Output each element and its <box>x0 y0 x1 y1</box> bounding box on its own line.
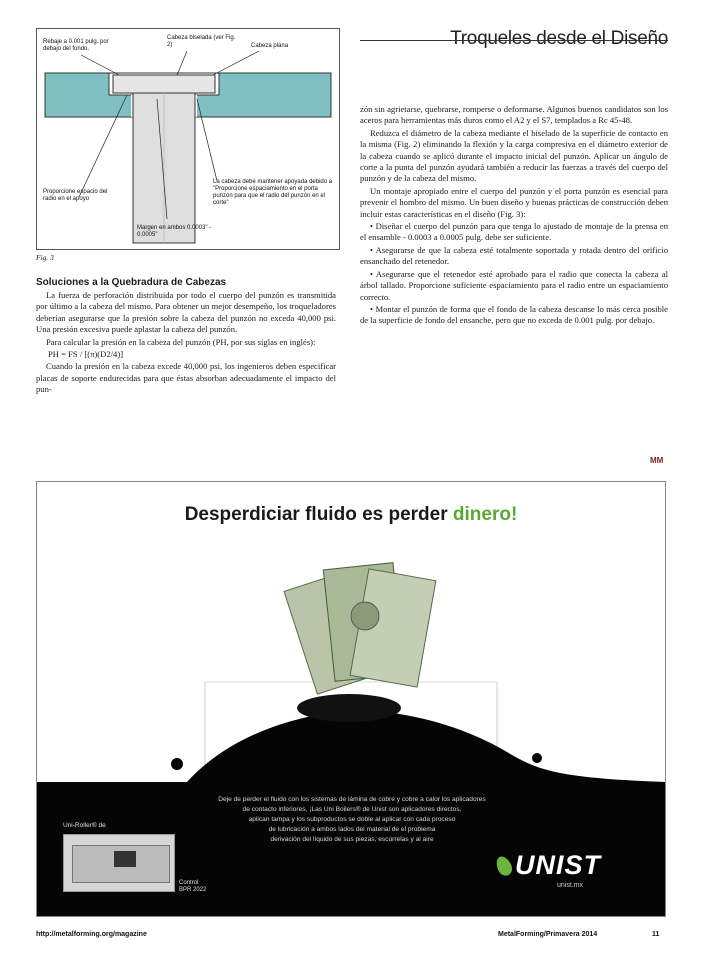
footer-url-link[interactable]: http://metalforming.org/magazine <box>36 931 147 938</box>
ad-body-text <box>157 795 547 845</box>
ad-body-line: aplican tampa y los subproductos se doble al aplicar con cada proceso <box>248 816 456 823</box>
figure-label-undercut: Rebaje a 0.001 pulg. por debajo del fondo. <box>43 39 109 52</box>
right-paragraph-2: Reduzca el diámetro de la cabeza mediante el biselado de la superficie de contacto en la misma (Fig. 2) eliminando la flexión y la carga compresiva en el diámetro exterior de la cabeza cuando se aplicó durante el impacto inicial del punzón. Aplicar un ángulo de corte a la punta del punzón ayudará también a reducir las fuerzas a través del cuerpo del punzón y de la cabeza del mismo. <box>360 127 668 184</box>
figure-label-head-support: La cabeza debe mantener apoyada debido a "Proporcione espaciamiento en el porta punzón para que el radio del punzón en el corte" <box>213 179 333 206</box>
bullet-3: • Asegurarse que el retenedor esté aprobado para el radio que conecta la cabeza al árbol tallado. Proporcione suficiente espaciamiento para el radio entre un espaciamiento correcto. <box>360 268 668 302</box>
banknote-icon <box>284 563 436 695</box>
ad-headline-main: Desperdiciar fluido es perder <box>184 504 448 525</box>
ad-headline-accent: dinero! <box>452 504 518 525</box>
unist-url-link[interactable]: unist.mx <box>557 882 584 889</box>
left-paragraph-3: Cuando la presión en la cabeza excede 40,000 psi, los ingenieros deben especificar placas de soporte endurecidas para que éstas absorban adecuadamente el impacto del pun- <box>36 361 336 395</box>
unist-advertisement[interactable] <box>36 481 666 917</box>
section-heading: Soluciones a la Quebradura de Cabezas <box>36 277 227 288</box>
bullet-1: • Diseñar el cuerpo del punzón para que tenga lo ajustado de montaje de la prensa en el ensamble - 0.0003 a 0.0005 pulg. debe ser suficiente. <box>360 221 668 243</box>
footer-publication: MetalForming/Primavera 2014 <box>498 931 598 938</box>
ad-body-line: derivación del líquido de sus piezas, escúrrelas y al aire <box>270 836 434 843</box>
figure-label-flat-head: Cabeza plana <box>251 43 289 49</box>
page-header-title: Troqueles desde el Diseño <box>450 28 668 49</box>
product-label: Uni-Roller® de <box>63 822 106 829</box>
punch-head <box>113 75 215 93</box>
figure-label-radius-clearance: Proporcione espacio del radio en el apoyo <box>43 189 108 202</box>
article-end-mark: MM <box>650 456 664 465</box>
punch-diagram-drawing <box>37 29 339 249</box>
bullet-2: • Asegurarse de que la cabeza esté totalmente soportada y rotada dentro del orificio ensanchado del retenedor. <box>360 244 668 267</box>
unist-logo[interactable]: UNIST <box>515 850 601 880</box>
left-paragraph-1: La fuerza de perforación distribuida por todo el cuerpo del punzón es transmitida por último a la cabeza del mismo. Para obtener un mejor desempeño, los troqueladores deberían asegurarse que la presión sobre la cabeza del punzón no exceda 40,000 psi. Una presión excesiva puede aplastar la cabeza del punzón. <box>36 290 336 335</box>
ad-body-line: Deje de perder el fluido con los sistemas de lámina de cobre y cobre a calor los aplicadores <box>218 796 486 803</box>
header-rule <box>360 40 668 41</box>
left-column <box>36 290 336 397</box>
pressure-formula: PH = FS / [(π)(D2/4)] <box>48 349 124 360</box>
figure-label-bevel-head: Cabeza biselada (ver Fig. 2) <box>167 35 236 48</box>
product-image <box>63 834 175 892</box>
ad-body-line: de contacto inferiores, ¡Las Uni Boilers® de Unist son aplicadores directos, <box>242 806 462 813</box>
right-paragraph-3: Un montaje apropiado entre el cuerpo del punzón y el porta punzón es esencial para prevenir el hombro del mismo. Un buen diseño y buenas prácticas de construcción deben incluir estas características en el diseño (Fig. 3): <box>360 185 668 219</box>
ad-body-line: de lubricación a ambos lados del material de el problema <box>268 826 436 833</box>
product-caption: Control BPR 2022 <box>179 880 207 893</box>
right-column <box>360 104 668 328</box>
right-paragraph-1: zón sin agrietarse, quebrarse, romperse o deformarse. Algunos buenos candidatos son los aceros para herramientas más duros como el A2 y el S7, templados a Rc 45-48. <box>360 104 668 126</box>
figure-label-margin: Margen en ambos 0.0003" - 0.0005" <box>137 225 212 238</box>
footer-page-number: 11 <box>652 931 660 938</box>
figure-caption: Fig. 3 <box>36 253 54 262</box>
bullet-4: • Montar el punzón de forma que el fondo de la cabeza descanse lo más cerca posible de la superficie de fondo del ensanche, pero que no exceda de 0.001 pulg. por debajo. <box>360 303 668 326</box>
punch-diagram-figure <box>36 28 340 250</box>
left-paragraph-2: Para calcular la presión en la cabeza del punzón (PH, por sus siglas en inglés): <box>46 336 316 347</box>
